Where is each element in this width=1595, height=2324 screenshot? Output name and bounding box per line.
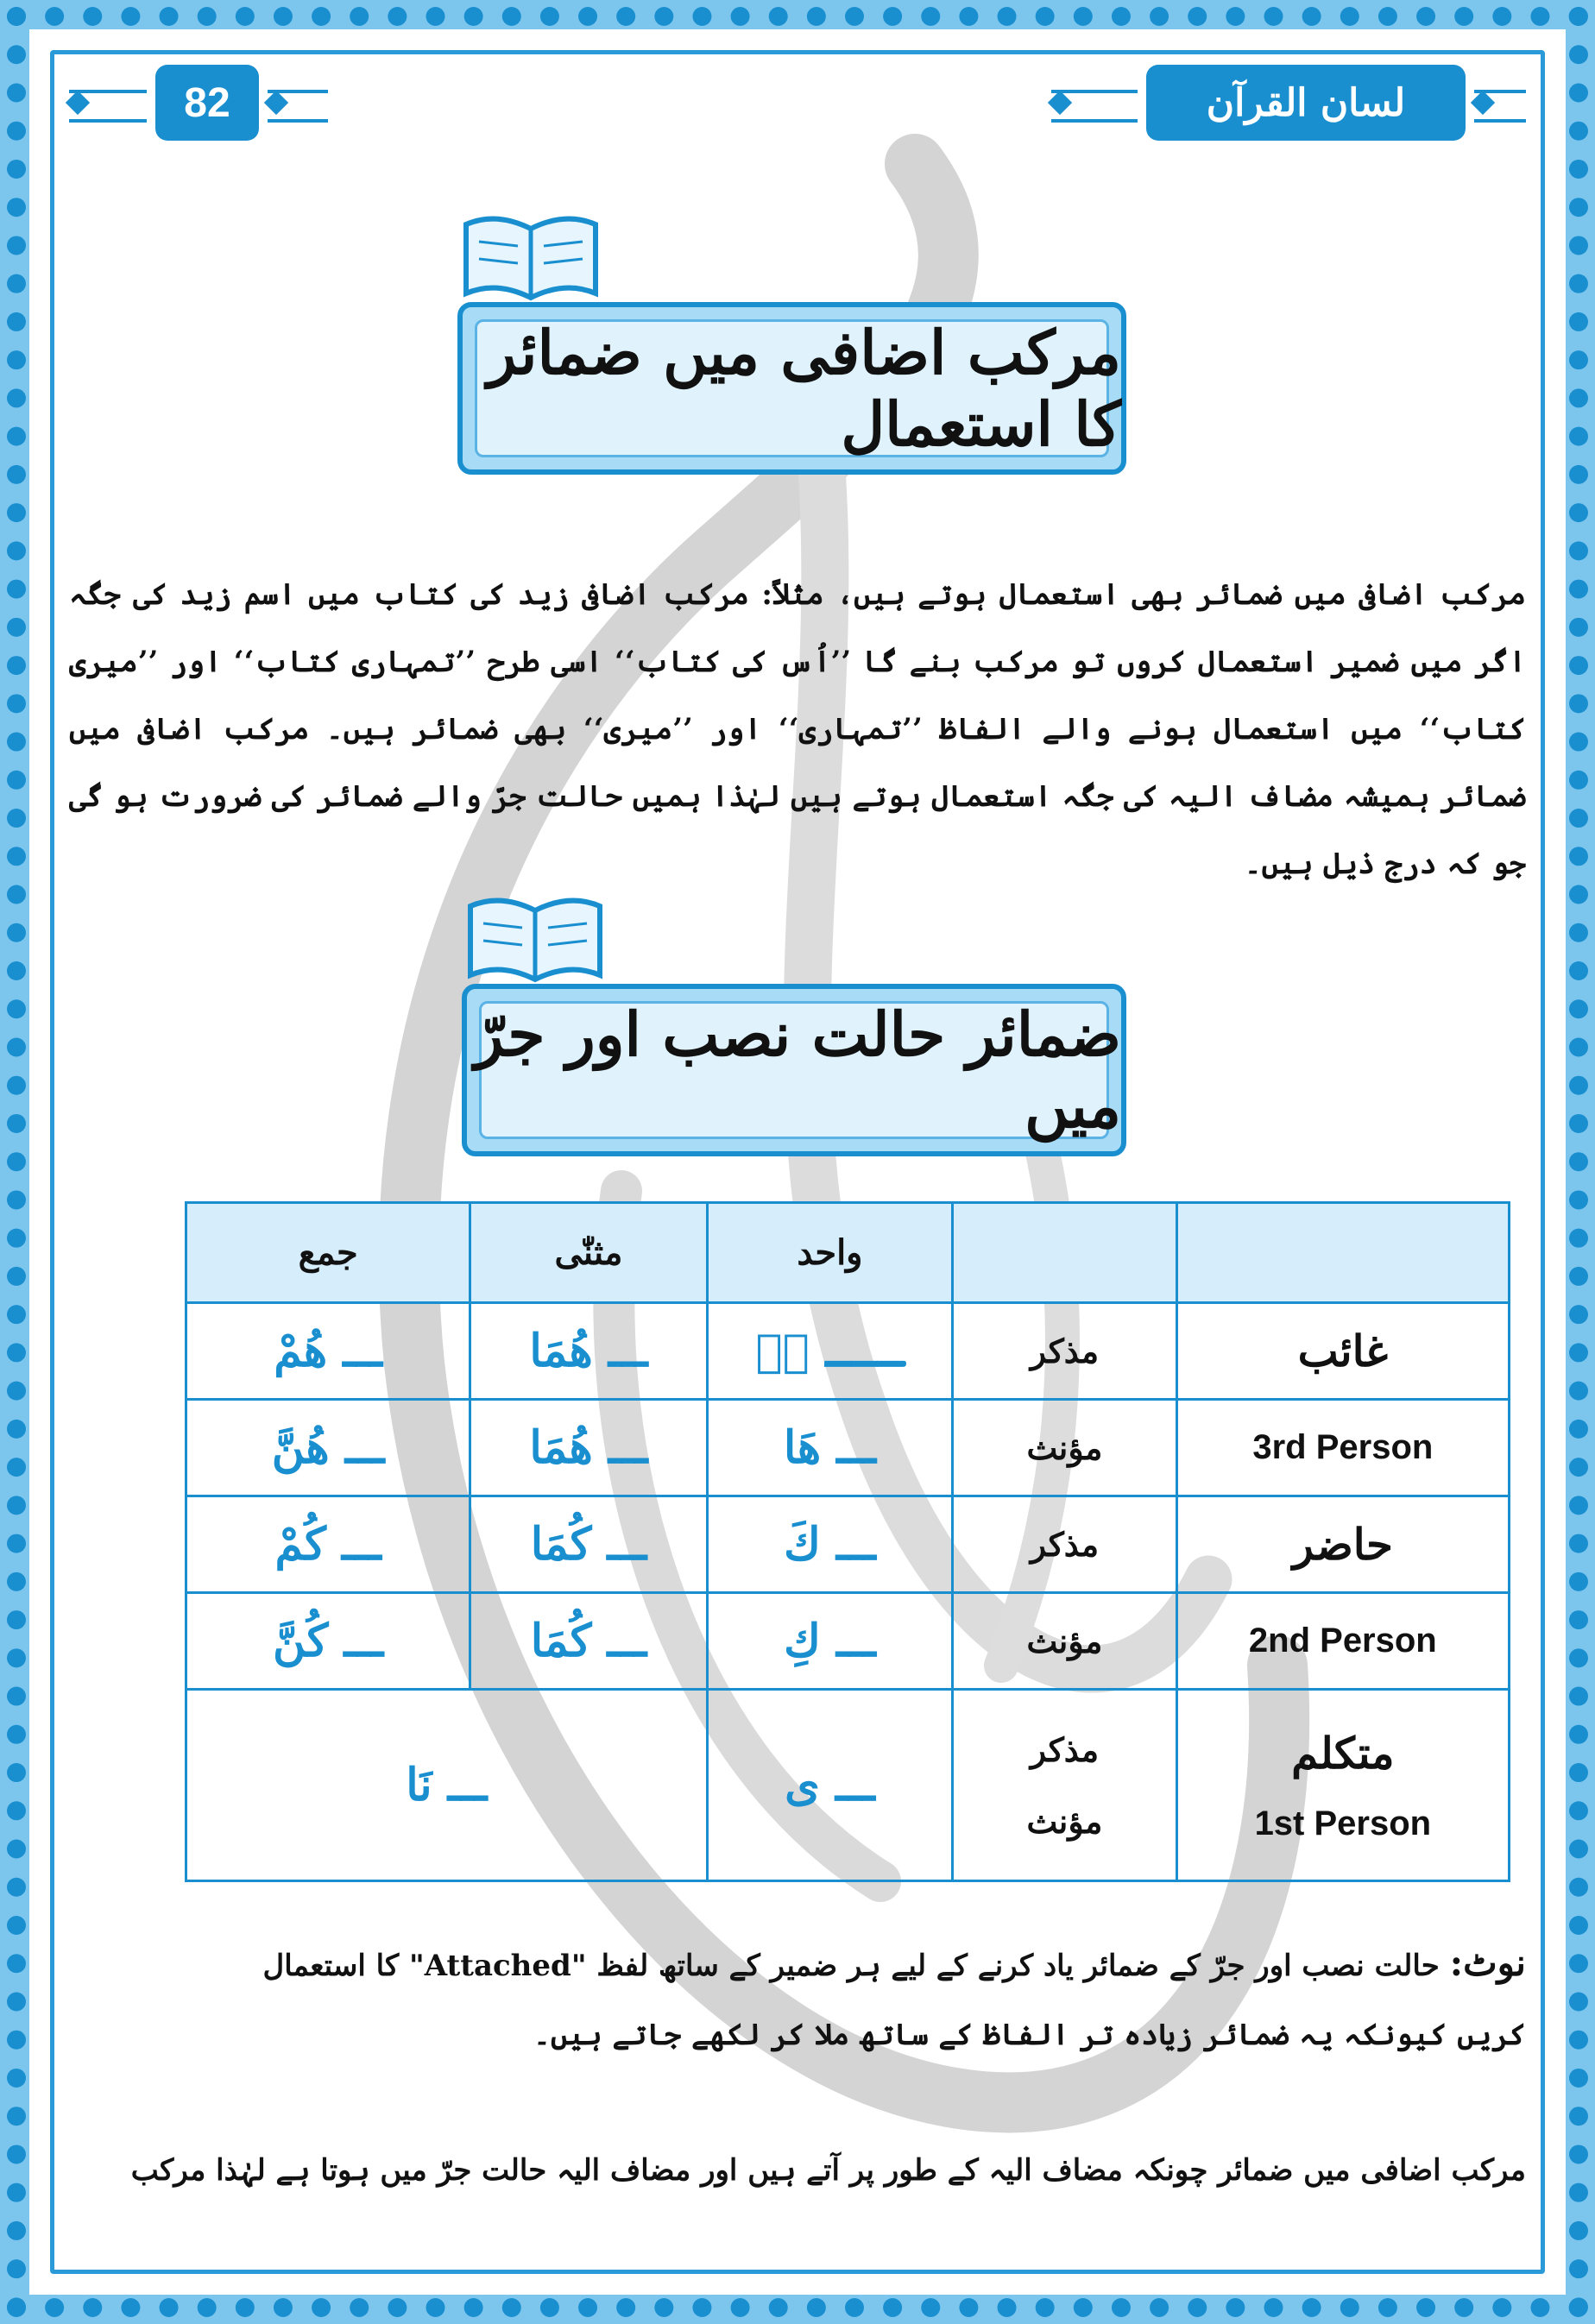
suffix-cell: ـــ كُمَا [530, 1615, 647, 1667]
closing-paragraph: مرکب اضافی میں ضمائر چونکہ مضاف الیہ کے طور پر آتے ہیں اور مضاف الیہ حالت جرّ میں ہوتا ہے لہٰذا مرکب [130, 2153, 1526, 2188]
suffix-cell: ـــ نَا [406, 1759, 488, 1811]
open-book-icon [457, 211, 604, 306]
suffix-cell: ـــ كُمْ [274, 1518, 381, 1571]
person-label: غائب [1297, 1326, 1389, 1376]
suffix-cell: ـــ ی [785, 1759, 875, 1811]
table-row [186, 1496, 1510, 1593]
suffix-cell: ـــ ھُمْ [274, 1325, 383, 1377]
suffix-cell: ـــ ھُمَا [529, 1325, 648, 1377]
header-dual: مثنّٰی [470, 1203, 707, 1303]
gender-label: مؤنث [1026, 1622, 1103, 1660]
suffix-cell: ـــ كِ [784, 1615, 876, 1667]
table-row [186, 1303, 1510, 1400]
person-label: حاضر [1292, 1519, 1393, 1570]
person-english-label: 2nd Person [1248, 1622, 1437, 1660]
header-ornament-right-2 [1474, 90, 1526, 123]
person-english-label: 1st Person [1254, 1804, 1432, 1842]
header-plural: جمع [186, 1203, 470, 1303]
suffix-cell: ـــ كَ [784, 1518, 876, 1571]
open-book-icon-2 [462, 893, 608, 988]
intro-paragraph: مرکب اضافی میں ضمائر بھی استعمال ہوتے ہیں، مثلاً: مرکب اضافی زید کی کتاب میں اسم زید کی جگہ اگر میں ضمیر استعمال کروں تو مرکب بنے گا ’’اُس کی کتاب‘‘ اسی طرح ’’تمہاری کتاب‘‘ اور ’’میری کتاب‘‘ میں استعمال ہونے والے الفاظ ’’تمہاری‘‘ اور ’’میری‘‘ بھی ضمائر ہیں۔ مرکب اضافی میں ضمائر ہمیشہ مضاف الیہ کی جگہ استعمال ہوتے ہیں لہٰذا ہمیں حالت جرّ والے ضمائر کی ضرورت ہو گی جو کہ درج ذیل ہیں۔ [69, 577, 1526, 881]
suffix-cell: ـــ ہٗ [755, 1325, 905, 1377]
note-line-2: کریں کیونکہ یہ ضمائر زیادہ تر الفاظ کے ساتھ ملا کر لکھے جاتے ہیں۔ [533, 2018, 1526, 2052]
gender-label: مؤنث [1026, 1801, 1103, 1841]
suffix-cell: ـــ كُمَا [530, 1518, 647, 1571]
table-row [186, 1400, 1510, 1496]
table-row [186, 1690, 1510, 1881]
page-number: 82 [155, 65, 259, 141]
section-title-frame-1 [457, 302, 1126, 475]
header-singular: واحد [707, 1203, 952, 1303]
header-ornament-left-2 [268, 90, 328, 123]
gender-label: مؤنث [1026, 1428, 1103, 1467]
note-label: نوٹ: [1449, 1942, 1526, 1984]
pronoun-table [185, 1201, 1510, 1882]
header-gender [953, 1203, 1177, 1303]
note-block [69, 1929, 1526, 2069]
header-ornament-right [1051, 90, 1138, 123]
section-title-frame-2 [462, 984, 1126, 1156]
gender-label: مذکر [1030, 1332, 1100, 1370]
note-line-1 [69, 1929, 1526, 2000]
header-person [1176, 1203, 1509, 1303]
table-header-row [186, 1203, 1510, 1303]
book-title: لسان القرآن [1146, 65, 1466, 141]
person-english-label: 3rd Person [1252, 1428, 1434, 1466]
suffix-cell: ـــ كُنَّ [273, 1615, 384, 1667]
gender-label: مذکر [1030, 1525, 1100, 1564]
section-title-2: ضمائر حالت نصب اور جرّ میں [474, 998, 1121, 1142]
suffix-cell: ـــ ھَا [783, 1421, 876, 1474]
header-ornament-left [69, 90, 147, 123]
gender-label: مذکر [1030, 1729, 1100, 1769]
table-row [186, 1593, 1510, 1690]
person-label: متکلم [1291, 1727, 1395, 1779]
note-text-1: حالت نصب اور جرّ کے ضمائر یاد کرنے کے لیے ہر ضمیر کے ساتھ لفظ "Attached" کا استعمال [262, 1949, 1440, 1983]
section-title-1: مرکب اضافی میں ضمائر کا استعمال [487, 317, 1121, 460]
suffix-cell: ـــ ھُمَا [529, 1421, 648, 1474]
suffix-cell: ـــ ھُنَّ [271, 1421, 385, 1474]
